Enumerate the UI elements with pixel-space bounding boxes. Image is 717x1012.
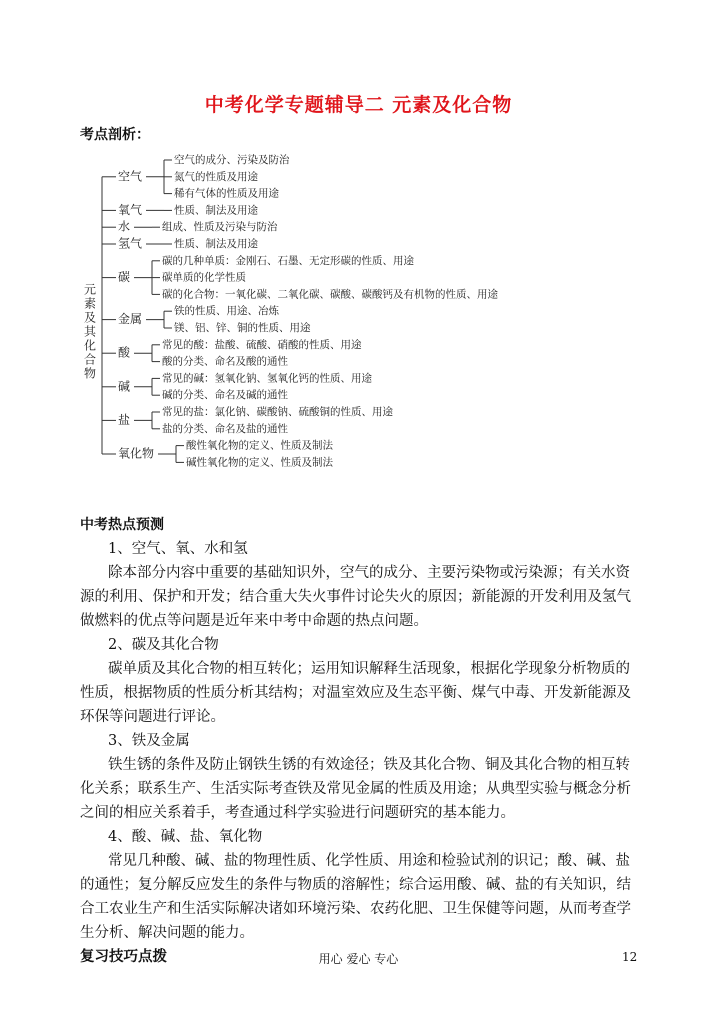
tree-branch-label: 氢气 bbox=[118, 236, 143, 251]
tree-item-label: 酸的分类、命名及酸的通性 bbox=[162, 355, 288, 368]
tree-item-label: 组成、性质及污染与防治 bbox=[162, 221, 278, 234]
tree-root-char: 化 bbox=[84, 338, 97, 353]
topic-4 bbox=[80, 825, 640, 945]
tree-item-label: 常见的碱：氢氧化钠、氢氧化钙的性质、用途 bbox=[162, 372, 372, 385]
topic-line: 生分析、解决问题的能力。 bbox=[80, 925, 254, 941]
topic-line: 环保等问题进行评论。 bbox=[80, 709, 225, 725]
tree-root-char: 其 bbox=[84, 324, 97, 339]
topic-heading: 4、酸、碱、盐、氧化物 bbox=[108, 829, 263, 845]
topic-heading: 1、空气、氧、水和氢 bbox=[108, 541, 248, 557]
tree-item-label: 碱的分类、命名及碱的通性 bbox=[162, 389, 288, 402]
topic-line: 合工农业生产和生活实际解决诸如环境污染、农药化肥、卫生保健等问题，从而考查学 bbox=[80, 901, 631, 917]
tree-branch-label: 空气 bbox=[118, 169, 143, 184]
topic-2 bbox=[80, 633, 640, 729]
tree-item-label: 氮气的性质及用途 bbox=[174, 170, 258, 183]
tree-item-label: 碱性氧化物的定义、性质及制法 bbox=[186, 456, 333, 469]
topic-line: 性质，根据物质的性质分析其结构；对温室效应及生态平衡、煤气中毒、开发新能源及 bbox=[80, 685, 631, 701]
page-number: 12 bbox=[622, 950, 638, 964]
topic-line: 碳单质及其化合物的相互转化；运用知识解释生活现象，根据化学现象分析物质的 bbox=[108, 661, 630, 677]
topic-line: 做燃料的优点等问题是近年来中考中命题的热点问题。 bbox=[80, 613, 428, 629]
tree-item-label: 常见的盐：氯化钠、碳酸钠、硫酸铜的性质、用途 bbox=[162, 406, 393, 418]
tree-item-label: 碳的化合物：一氧化碳、二氧化碳、碳酸、碳酸钙及有机物的性质、用途 bbox=[162, 288, 498, 301]
tree-root-char: 及 bbox=[84, 310, 97, 325]
tree-branch-label: 碱 bbox=[118, 379, 131, 394]
section-heading-review-tips: 复习技巧点拨 bbox=[80, 948, 167, 965]
tree-root-char: 物 bbox=[84, 366, 97, 381]
topics-body bbox=[80, 537, 640, 969]
tree-item-label: 常见的酸：盐酸、硫酸、硝酸的性质、用途 bbox=[162, 338, 362, 351]
topic-line: 之间的相应关系着手，考查通过科学实验进行问题研究的基本能力。 bbox=[80, 805, 515, 821]
tree-item-label: 镁、铝、锌、铜的性质、用途 bbox=[174, 322, 311, 334]
tree-item-label: 碳单质的化学性质 bbox=[162, 271, 246, 284]
page-title: 中考化学专题辅导二 元素及化合物 bbox=[204, 94, 513, 116]
tree-item-label: 酸性氧化物的定义、性质及制法 bbox=[186, 439, 333, 452]
topic-1 bbox=[80, 537, 640, 633]
tree-item-label: 稀有气体的性质及用途 bbox=[174, 187, 279, 200]
tree-branch-label: 氧气 bbox=[118, 202, 143, 217]
topic-line: 铁生锈的条件及防止钢铁生锈的有效途径；铁及其化合物、铜及其化合物的相互转 bbox=[108, 757, 630, 773]
tree-item-label: 空气的成分、污染及防治 bbox=[174, 154, 290, 166]
tree-branch-label: 碳 bbox=[118, 270, 131, 285]
topic-line: 常见几种酸、碱、盐的物理性质、化学性质、用途和检验试剂的识记；酸、碱、盐 bbox=[108, 853, 630, 869]
tree-branch-label: 酸 bbox=[118, 345, 131, 360]
tree-branch-label: 盐 bbox=[118, 412, 131, 427]
page-footer: 用心 爱心 专心 bbox=[318, 952, 399, 966]
topic-line: 的通性；复分解反应发生的条件与物质的溶解性；综合运用酸、碱、盐的有关知识，结 bbox=[80, 877, 631, 893]
topic-line: 化关系；联系生产、生活实际考查铁及常见金属的性质及用途；从典型实验与概念分析 bbox=[80, 781, 631, 797]
tree-item-label: 性质、制法及用途 bbox=[174, 204, 258, 217]
topic-heading: 2、碳及其化合物 bbox=[108, 637, 219, 653]
tree-item-label: 铁的性质、用途、冶炼 bbox=[174, 305, 279, 318]
tree-root-char: 合 bbox=[84, 352, 97, 367]
tree-branch-label: 氧化物 bbox=[118, 446, 155, 461]
tree-item-label: 碳的几种单质：金刚石、石墨、无定形碳的性质、用途 bbox=[162, 254, 414, 267]
tree-branch-label: 水 bbox=[118, 219, 131, 234]
knowledge-tree-diagram bbox=[80, 150, 560, 510]
topic-line: 除本部分内容中重要的基础知识外，空气的成分、主要污染物或污染源；有关水资 bbox=[108, 565, 630, 581]
section-heading-analysis: 考点剖析： bbox=[80, 127, 150, 143]
tree-root-char: 素 bbox=[84, 296, 97, 311]
topic-heading: 3、铁及金属 bbox=[108, 733, 190, 749]
tree-item-label: 盐的分类、命名及盐的通性 bbox=[162, 422, 288, 435]
section-heading-forecast: 中考热点预测 bbox=[80, 517, 164, 533]
topic-3 bbox=[80, 729, 640, 825]
tree-item-label: 性质、制法及用途 bbox=[174, 238, 258, 250]
tree-branch-label: 金属 bbox=[118, 312, 143, 327]
topic-line: 源的利用、保护和开发；结合重大失火事件讨论失火的原因；新能源的开发利用及氢气 bbox=[80, 589, 631, 605]
tree-root-char: 元 bbox=[84, 282, 97, 297]
